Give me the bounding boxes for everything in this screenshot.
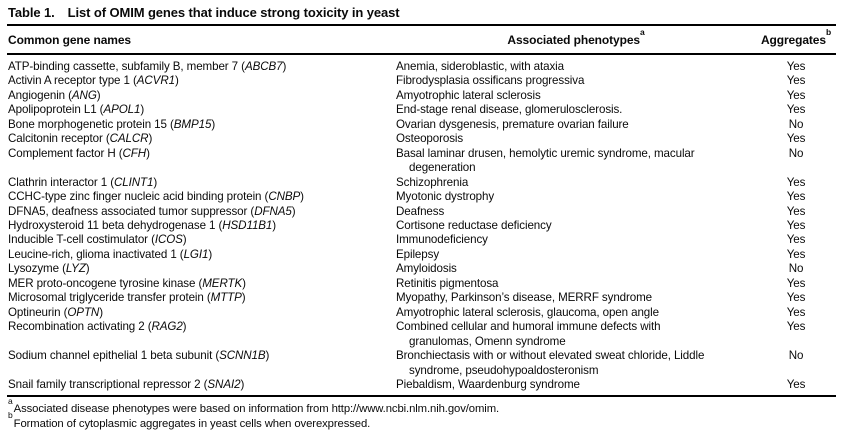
phenotype-cell: Ovarian dysgenesis, premature ovarian failure <box>396 117 629 131</box>
phenotype-cell: Deafness <box>396 204 445 218</box>
table-row <box>7 147 836 176</box>
table-row <box>7 74 836 88</box>
gene-symbol: APOL1 <box>103 103 141 117</box>
aggregates-cell: Yes <box>786 218 806 232</box>
footnote-marker: b <box>8 410 13 421</box>
gene-name: MER proto-oncogene tyrosine kinase <box>8 276 196 290</box>
gene-name: Inducible T-cell costimulator <box>8 233 148 247</box>
table-row <box>7 132 836 146</box>
gene-cell: Calcitonin receptor (CALCR) <box>8 132 153 146</box>
gene-cell: Clathrin interactor 1 (CLINT1) <box>8 175 158 189</box>
aggregates-cell: Yes <box>786 88 806 102</box>
gene-name: Activin A receptor type 1 <box>8 74 130 88</box>
aggregates-cell: Yes <box>786 291 806 305</box>
table-row <box>7 54 836 74</box>
table-caption-text: List of OMIM genes that induce strong toxicity in yeast <box>67 5 400 20</box>
gene-symbol: SNAI2 <box>207 377 241 391</box>
gene-name: Hydroxysteroid 11 beta dehydrogenase 1 <box>8 218 216 232</box>
phenotype-cell: Bronchiectasis with or without elevated sweat chloride, Liddle syndrome, pseudohypoaldosteronism <box>396 349 705 377</box>
table-row <box>7 378 836 396</box>
phenotype-cell: Schizophrenia <box>396 175 469 189</box>
gene-cell: Recombination activating 2 (RAG2) <box>8 320 187 334</box>
gene-cell: CCHC-type zinc finger nucleic acid binding protein (CNBP) <box>8 190 304 204</box>
aggregates-cell: Yes <box>786 320 806 334</box>
gene-cell: MER proto-oncogene tyrosine kinase (MERTK) <box>8 276 246 290</box>
aggregates-cell: Yes <box>786 305 806 319</box>
footnote-text: Associated disease phenotypes were based on information from http://www.ncbi.nlm.nih.gov/omim. <box>13 403 500 416</box>
gene-symbol: LYZ <box>65 262 86 276</box>
gene-cell: Complement factor H (CFH) <box>8 146 150 160</box>
phenotype-cell: Anemia, sideroblastic, with ataxia <box>396 60 565 73</box>
phenotype-cell: Retinitis pigmentosa <box>396 276 499 290</box>
gene-name: Complement factor H <box>8 146 116 160</box>
aggregates-cell: Yes <box>786 233 806 247</box>
phenotype-cell: Amyotrophic lateral sclerosis, glaucoma, open angle <box>396 305 659 319</box>
gene-cell: Lysozyme (LYZ) <box>8 262 90 276</box>
gene-symbol: ABCB7 <box>244 60 283 73</box>
aggregates-cell: Yes <box>786 276 806 290</box>
gene-symbol: CLINT1 <box>113 175 154 189</box>
gene-name: Leucine-rich, glioma inactivated 1 <box>8 247 177 261</box>
gene-name: Optineurin <box>8 305 61 319</box>
table-number-label: Table 1. <box>8 5 55 20</box>
aggregates-cell: Yes <box>786 377 806 391</box>
aggregates-cell: Yes <box>786 132 806 146</box>
gene-name: Recombination activating 2 <box>8 320 145 334</box>
gene-symbol: OPTN <box>67 305 100 319</box>
column-header-aggregates <box>756 26 836 54</box>
aggregates-cell: Yes <box>786 247 806 261</box>
gene-cell: Apolipoprotein L1 (APOL1) <box>8 103 145 117</box>
gene-name: Angiogenin <box>8 88 66 102</box>
table-row <box>7 103 836 117</box>
gene-name: Calcitonin receptor <box>8 132 103 146</box>
gene-symbol: MTTP <box>210 291 242 305</box>
footnote-text: Formation of cytoplasmic aggregates in yeast cells when overexpressed. <box>13 417 371 430</box>
aggregates-cell: Yes <box>786 103 806 117</box>
gene-name: Snail family transcriptional repressor 2 <box>8 377 201 391</box>
gene-symbol: SCNN1B <box>219 349 266 363</box>
column-header-associated-phenotypes-label: Associated phenotypes <box>507 33 640 47</box>
phenotype-cell: Osteoporosis <box>396 132 464 146</box>
gene-name: Sodium channel epithelial 1 beta subunit <box>8 349 213 363</box>
gene-cell: Inducible T-cell costimulator (ICOS) <box>8 233 187 247</box>
gene-symbol: CFH <box>122 146 147 160</box>
footnote <box>8 410 836 432</box>
gene-symbol: HSD11B1 <box>222 218 273 232</box>
phenotype-cell: Cortisone reductase deficiency <box>396 218 552 232</box>
table-title <box>7 4 836 26</box>
gene-name: Apolipoprotein L1 <box>8 103 97 117</box>
footnotes <box>7 397 836 431</box>
footnote-marker: a <box>8 395 13 406</box>
table-row <box>7 277 836 291</box>
table-row <box>7 190 836 204</box>
phenotype-cell: Epilepsy <box>396 247 440 261</box>
gene-cell: DFNA5, deafness associated tumor suppressor (DFNA5) <box>8 204 296 218</box>
table-row <box>7 233 836 247</box>
gene-name: Microsomal triglyceride transfer protein <box>8 291 204 305</box>
gene-symbol: DFNA5 <box>254 204 292 218</box>
aggregates-cell: No <box>788 349 804 363</box>
phenotype-cell: Basal laminar drusen, hemolytic uremic syndrome, macular degeneration <box>396 146 695 175</box>
gene-name: Clathrin interactor 1 <box>8 175 108 189</box>
phenotype-cell: End-stage renal disease, glomerulosclerosis. <box>396 103 623 117</box>
gene-symbol: RAG2 <box>151 320 183 334</box>
column-header-gene-names <box>7 26 396 54</box>
header-row <box>7 26 836 54</box>
table-row <box>7 176 836 190</box>
aggregates-cell: Yes <box>786 204 806 218</box>
gene-cell: Angiogenin (ANG) <box>8 88 101 102</box>
aggregates-cell: Yes <box>786 60 806 73</box>
footnote <box>8 395 836 417</box>
gene-cell: Sodium channel epithelial 1 beta subunit (SCNN1B) <box>8 349 270 363</box>
phenotype-cell: Myotonic dystrophy <box>396 190 495 204</box>
column-header-gene-names-label: Common gene names <box>8 33 131 47</box>
gene-symbol: ANG <box>71 88 97 102</box>
gene-symbol: ACVR1 <box>136 74 175 88</box>
aggregates-cell: Yes <box>786 175 806 189</box>
gene-cell: Snail family transcriptional repressor 2 (SNAI2) <box>8 377 245 391</box>
phenotype-cell: Fibrodysplasia ossificans progressiva <box>396 74 585 88</box>
table-row <box>7 320 836 349</box>
table-row <box>7 262 836 276</box>
gene-cell: ATP-binding cassette, subfamily B, member 7 (ABCB7) <box>8 60 287 73</box>
aggregates-cell: No <box>788 117 804 131</box>
gene-cell: Leucine-rich, glioma inactivated 1 (LGI1) <box>8 247 213 261</box>
gene-name: DFNA5, deafness associated tumor suppressor <box>8 204 248 218</box>
phenotype-cell: Piebaldism, Waardenburg syndrome <box>396 377 580 391</box>
phenotype-cell: Amyloidosis <box>396 262 457 276</box>
footnote-marker-a: a <box>639 27 645 37</box>
column-header-associated-phenotypes <box>396 26 756 54</box>
footnote-marker-b: b <box>825 27 832 37</box>
gene-cell: Bone morphogenetic protein 15 (BMP15) <box>8 117 216 131</box>
gene-cell: Activin A receptor type 1 (ACVR1) <box>8 74 179 88</box>
omim-genes-table <box>7 26 836 397</box>
gene-cell: Microsomal triglyceride transfer protein (MTTP) <box>8 291 246 305</box>
aggregates-cell: Yes <box>786 190 806 204</box>
gene-cell: Optineurin (OPTN) <box>8 305 103 319</box>
gene-symbol: MERTK <box>202 276 243 290</box>
phenotype-cell: Combined cellular and humoral immune defects with granulomas, Omenn syndrome <box>396 320 661 348</box>
gene-symbol: LGI1 <box>183 247 209 261</box>
gene-name: Lysozyme <box>8 262 59 276</box>
gene-name: Bone morphogenetic protein 15 <box>8 117 167 131</box>
gene-name: ATP-binding cassette, subfamily B, member 7 <box>8 60 239 73</box>
table-row <box>7 349 836 378</box>
table-row <box>7 306 836 320</box>
table-row <box>7 291 836 305</box>
aggregates-cell: No <box>788 146 804 160</box>
gene-symbol: ICOS <box>154 233 183 247</box>
aggregates-cell: No <box>788 262 804 276</box>
phenotype-cell: Immunodeficiency <box>396 233 488 247</box>
gene-symbol: CALCR <box>109 132 149 146</box>
table-body <box>7 54 836 396</box>
phenotype-cell: Amyotrophic lateral sclerosis <box>396 88 541 102</box>
gene-symbol: BMP15 <box>173 117 212 131</box>
table-row <box>7 219 836 233</box>
table-row <box>7 248 836 262</box>
gene-symbol: CNBP <box>268 190 301 204</box>
table-row <box>7 89 836 103</box>
column-header-aggregates-label: Aggregates <box>760 33 826 47</box>
gene-name: CCHC-type zinc finger nucleic acid binding protein <box>8 190 262 204</box>
table-row <box>7 118 836 132</box>
phenotype-cell: Myopathy, Parkinson’s disease, MERRF syndrome <box>396 291 653 305</box>
table-row <box>7 205 836 219</box>
gene-cell: Hydroxysteroid 11 beta dehydrogenase 1 (HSD11B1) <box>8 218 277 232</box>
aggregates-cell: Yes <box>786 74 806 88</box>
